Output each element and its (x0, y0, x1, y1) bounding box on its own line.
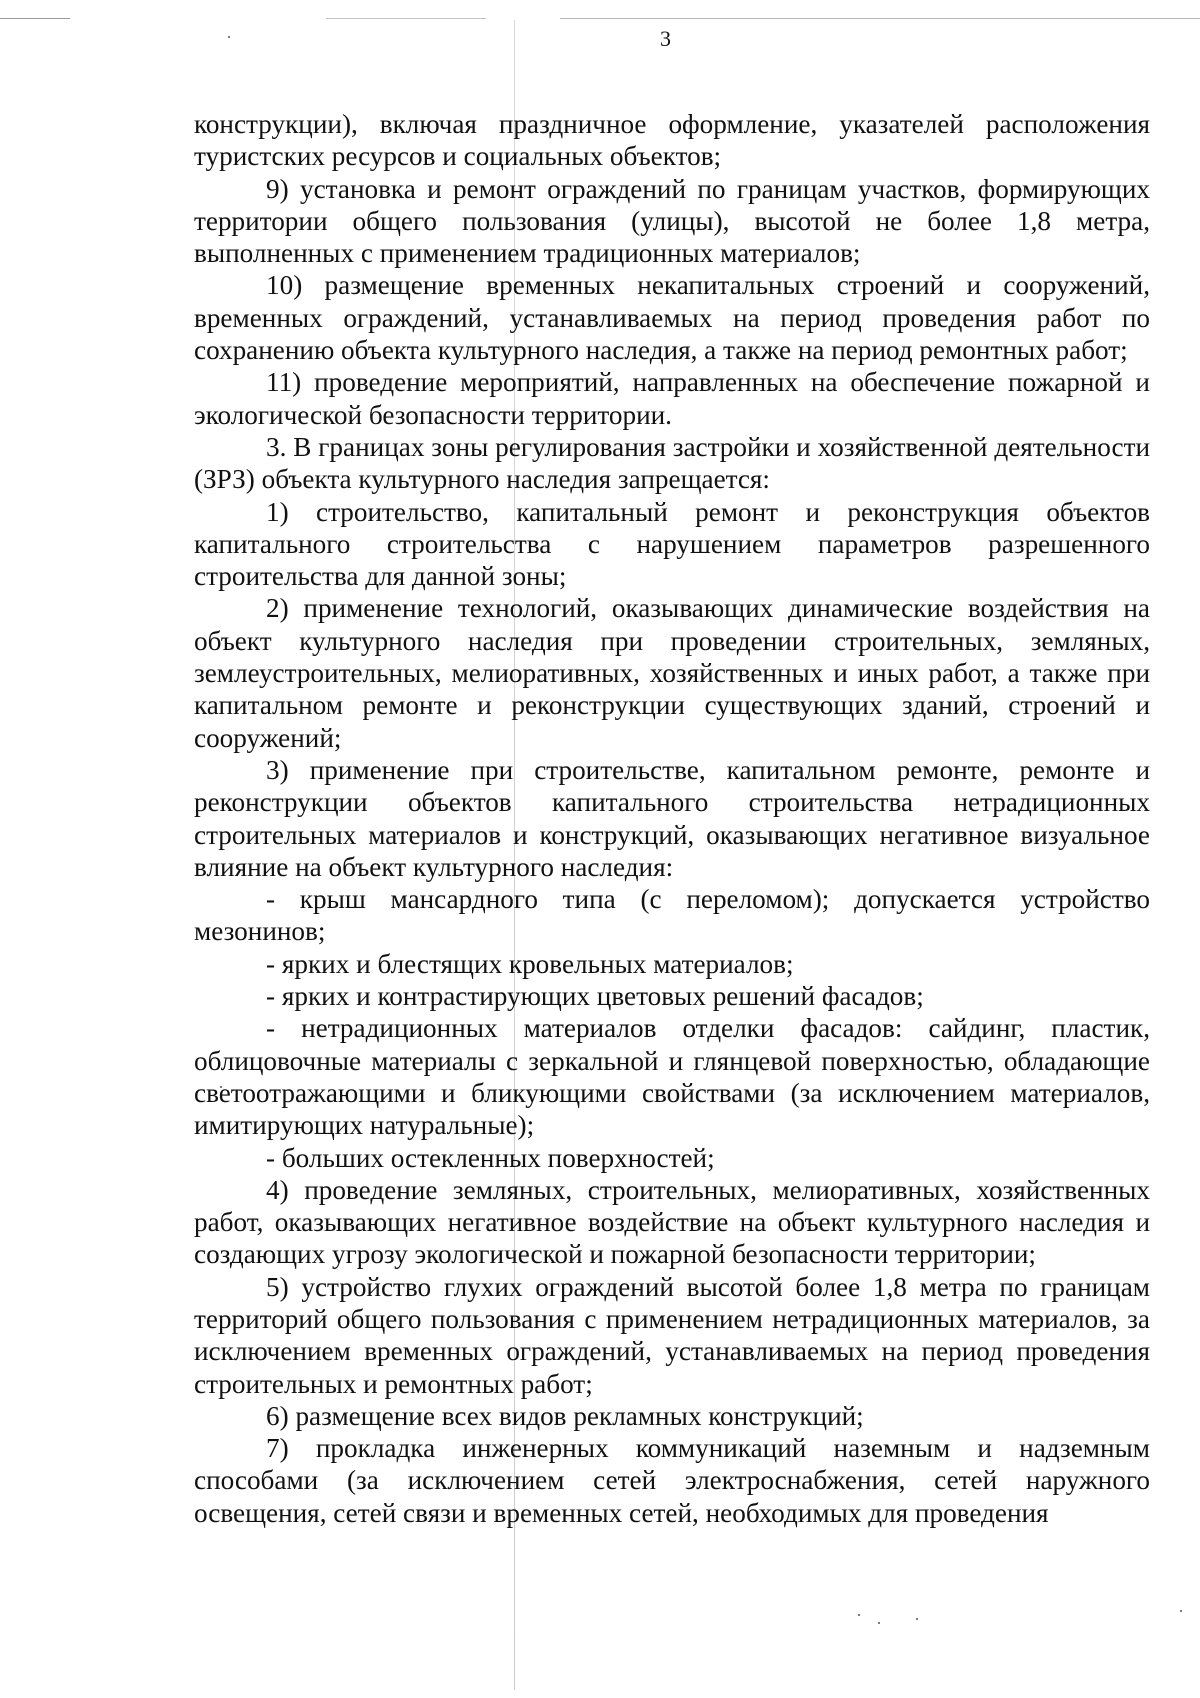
prohibition-item-2: 2) применение технологий, оказывающих динамические воздействия на объект культурного наследия при проведении строительных, земляных, землеустроительных, мелиоративных, хозяйственных и иных работ, а также при капитальном ремонте и реконструкции существующих зданий, строений и сооружений; (194, 593, 1150, 753)
sub-item-facade-finishing: - нетрадиционных материалов отделки фасадов: сайдинг, пластик, облицовочные материалы с зеркальной и глянцевой поверхностью, обладающие светоотражающими и бликующими свойствами (за исключением материалов, имитирующих натуральные); (194, 1013, 1150, 1141)
scan-edge-line-left (0, 18, 70, 19)
list-item-10: 10) размещение временных некапитальных строений и сооружений, временных ограждений, устанавливаемых на период проведения работ по сохранению объекта культурного наследия, а также на период ремонтных работ; (194, 270, 1150, 366)
scan-speck (1180, 1610, 1182, 1612)
scan-edge-line-mid (326, 18, 486, 19)
prohibition-item-6: 6) размещение всех видов рекламных конструкций; (266, 1400, 864, 1431)
list-item-11: 11) проведение мероприятий, направленных на обеспечение пожарной и экологической безопасности территории. (194, 367, 1150, 430)
sub-item-glazing: - больших остекленных поверхностей; (266, 1142, 715, 1173)
list-item-9: 9) установка и ремонт ограждений по границам участков, формирующих территории общего пользования (улицы), высотой не более 1,8 метра, выполненных с применением традиционных материалов; (194, 173, 1150, 269)
prohibition-item-3: 3) применение при строительстве, капитальном ремонте, ремонте и реконструкции объектов капитального строительства нетрадиционных строительных материалов и конструкций, оказывающих негативное визуальное влияние на объект культурного наследия: (194, 754, 1150, 882)
sub-item-roofing-materials: - ярких и блестящих кровельных материалов; (266, 948, 794, 979)
prohibition-item-7: 7) прокладка инженерных коммуникаций наземным и надземным способами (за исключением сетей электроснабжения, сетей наружного освещения, сетей связи и временных сетей, необходимых для проведения (194, 1433, 1150, 1528)
prohibition-item-1: 1) строительство, капитальный ремонт и реконструкция объектов капитального строительства с нарушением параметров разрешенного строительства для данной зоны; (194, 496, 1150, 592)
scan-speck (228, 36, 230, 38)
scan-edge-line-right (560, 18, 1200, 19)
section-3-heading: 3. В границах зоны регулирования застройки и хозяйственной деятельности (ЗРЗ) объекта культурного наследия запрещается: (194, 431, 1150, 495)
scan-speck (858, 1614, 860, 1616)
prohibition-item-4: 4) проведение земляных, строительных, мелиоративных, хозяйственных работ, оказывающих негативное воздействие на объект культурного наследия и создающих угрозу экологической и пожарной безопасности территории; (194, 1174, 1150, 1270)
scan-speck (878, 1622, 880, 1624)
page-number: 3 (660, 26, 671, 51)
document-body (194, 108, 1150, 1529)
prohibition-item-5: 5) устройство глухих ограждений высотой более 1,8 метра по границам территорий общего пользования с применением нетрадиционных материалов, за исключением временных ограждений, устанавливаемых на период проведения строительных и ремонтных работ; (194, 1271, 1150, 1399)
sub-item-roofs: - крыш мансардного типа (с переломом); допускается устройство мезонинов; (194, 884, 1150, 947)
paragraph-continuation: конструкции), включая праздничное оформление, указателей расположения туристских ресурсов и социальных объектов; (194, 109, 1150, 172)
scan-speck (916, 1618, 918, 1620)
sub-item-facade-colors: - ярких и контрастирующих цветовых решений фасадов; (266, 981, 924, 1012)
